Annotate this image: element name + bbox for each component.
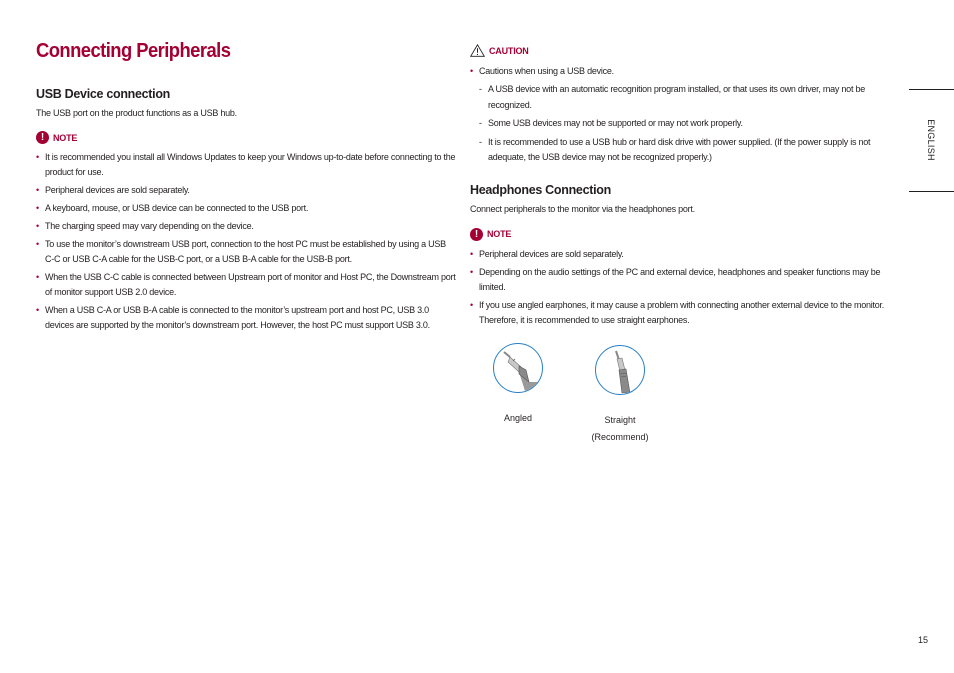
- language-tab-label: ENGLISH: [926, 119, 936, 161]
- list-item: - It is recommended to use a USB hub or hard disk drive with power supplied. (If the power supply is not adequate, the USB device may not be recognized properly.): [479, 135, 890, 166]
- straight-earphone-icon: [595, 345, 645, 395]
- language-tab: [909, 89, 954, 192]
- straight-caption-line1: Straight: [604, 415, 636, 425]
- list-item: • The charging speed may vary depending on the device.: [36, 219, 456, 234]
- list-item: • When the USB C-C cable is connected between Upstream port of monitor and Host PC, the Downstream port of monitor support USB 2.0 device.: [36, 270, 456, 300]
- headphones-note-list: [470, 247, 890, 328]
- right-column: [470, 44, 890, 331]
- left-column: [36, 40, 456, 336]
- headphones-section-heading: Headphones Connection: [470, 182, 611, 197]
- list-item: • If you use angled earphones, it may cause a problem with connecting another external device to the monitor. Therefore, it is recommended to use straight earphones.: [470, 298, 890, 328]
- angled-earphone-figure: [478, 343, 558, 426]
- warning-triangle-icon: [470, 44, 485, 57]
- usb-note-list: [36, 150, 456, 333]
- headphones-note-header: [470, 228, 890, 241]
- caution-header: [470, 44, 890, 57]
- list-item: • To use the monitor’s downstream USB port, connection to the host PC must be established by using a USB C-C or USB C-A cable for the USB-C port, or a USB B-A cable for the USB-B port.: [36, 237, 456, 267]
- list-item: • When a USB C-A or USB B-A cable is connected to the monitor’s upstream port and host PC, USB 3.0 devices are supported by the monitor’s downstream port. However, the host PC must support USB 3.0.: [36, 303, 456, 333]
- list-item: • Peripheral devices are sold separately.: [470, 247, 890, 262]
- caution-item-text: Cautions when using a USB device.: [479, 66, 614, 76]
- page-number: 15: [918, 635, 929, 645]
- straight-caption: [580, 412, 660, 445]
- usb-note-header: [36, 131, 456, 144]
- list-item: • A keyboard, mouse, or USB device can be connected to the USB port.: [36, 201, 456, 216]
- exclamation-icon: !: [36, 131, 49, 144]
- straight-caption-line2: (Recommend): [591, 431, 649, 442]
- caution-label: CAUTION: [489, 45, 529, 56]
- straight-earphone-figure: [580, 345, 660, 445]
- usb-note-label: NOTE: [53, 132, 78, 143]
- headphones-note-label: NOTE: [487, 229, 512, 239]
- list-item: - A USB device with an automatic recognition program installed, or that uses its own driver, may not be recognized.: [479, 82, 890, 113]
- list-item: [470, 64, 890, 166]
- angled-earphone-icon: [493, 343, 543, 393]
- list-item: • It is recommended you install all Windows Updates to keep your Windows up-to-date before connecting to the product for use.: [36, 150, 456, 180]
- caution-sublist: [479, 82, 890, 166]
- exclamation-icon: !: [470, 228, 483, 241]
- list-item: • Depending on the audio settings of the PC and external device, headphones and speaker functions may be limited.: [470, 265, 890, 295]
- page-title: Connecting Peripherals: [36, 40, 231, 62]
- list-item: - Some USB devices may not be supported or may not work properly.: [479, 116, 890, 132]
- usb-section-heading: USB Device connection: [36, 87, 171, 101]
- usb-intro: The USB port on the product functions as a USB hub.: [36, 108, 237, 118]
- angled-caption: Angled: [503, 413, 533, 423]
- caution-list: [470, 64, 890, 166]
- list-item: • Peripheral devices are sold separately.: [36, 183, 456, 198]
- headphones-intro: Connect peripherals to the monitor via the headphones port.: [470, 203, 695, 214]
